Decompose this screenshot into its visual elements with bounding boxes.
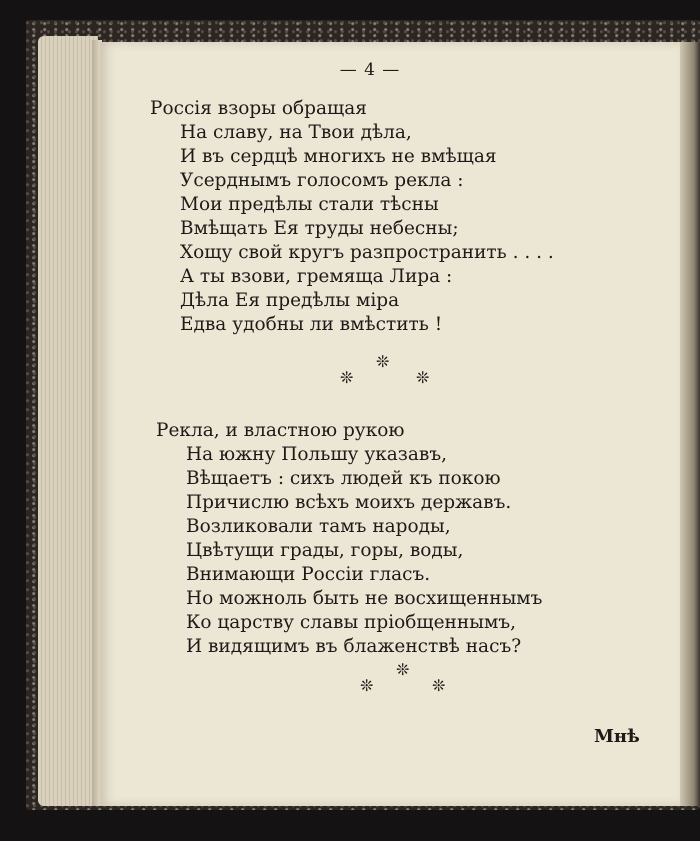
verse-line: Вѣщаетъ : сихъ людей къ покою bbox=[186, 468, 501, 489]
page-number: — 4 — bbox=[339, 60, 401, 80]
verse-line: Вмѣщать Ея труды небесны; bbox=[180, 218, 459, 239]
ornament-icon: ❊ bbox=[376, 352, 390, 371]
verse-line: А ты взови, гремяща Лира : bbox=[180, 266, 453, 287]
verse-line: На южну Польшу указавъ, bbox=[186, 444, 447, 465]
verse-line: И въ сердцѣ многихъ не вмѣщая bbox=[180, 146, 497, 167]
ornament-icon: ❊ bbox=[416, 368, 430, 387]
verse-line: Возликовали тамъ народы, bbox=[186, 516, 451, 537]
ornament-icon: ❊ bbox=[360, 676, 374, 695]
verse-line: И видящимъ въ блаженствѣ насъ? bbox=[186, 636, 522, 657]
verse-line: На славу, на Твои дѣла, bbox=[180, 122, 412, 143]
verse-line: Цвѣтущи грады, горы, воды, bbox=[186, 540, 464, 561]
verse-line: Едва удобны ли вмѣстить ! bbox=[180, 314, 443, 335]
verse-line: Но можноль быть не восхищеннымъ bbox=[186, 588, 543, 609]
verse-line: Дѣла Ея предѣлы міра bbox=[180, 290, 400, 311]
verse-line: Мои предѣлы стали тѣсны bbox=[180, 194, 439, 215]
verse-line: Россія взоры обращая bbox=[150, 98, 367, 119]
verse-line: Причислю всѣхъ моихъ державъ. bbox=[186, 492, 512, 513]
verse-line: Ко царству славы пріобщеннымъ, bbox=[186, 612, 516, 633]
verse-line: Внимающи Россіи гласъ. bbox=[186, 564, 431, 585]
verse-line: Усерднымъ голосомъ рекла : bbox=[180, 170, 464, 191]
ornament-icon: ❊ bbox=[396, 660, 410, 679]
ornament-icon: ❊ bbox=[432, 676, 446, 695]
catchword: Мнѣ bbox=[594, 726, 640, 747]
verse-line: Рекла, и властною рукою bbox=[156, 420, 405, 441]
verse-line: Хощу свой кругъ разпространить . . . . bbox=[180, 242, 554, 263]
ornament-icon: ❊ bbox=[340, 368, 354, 387]
